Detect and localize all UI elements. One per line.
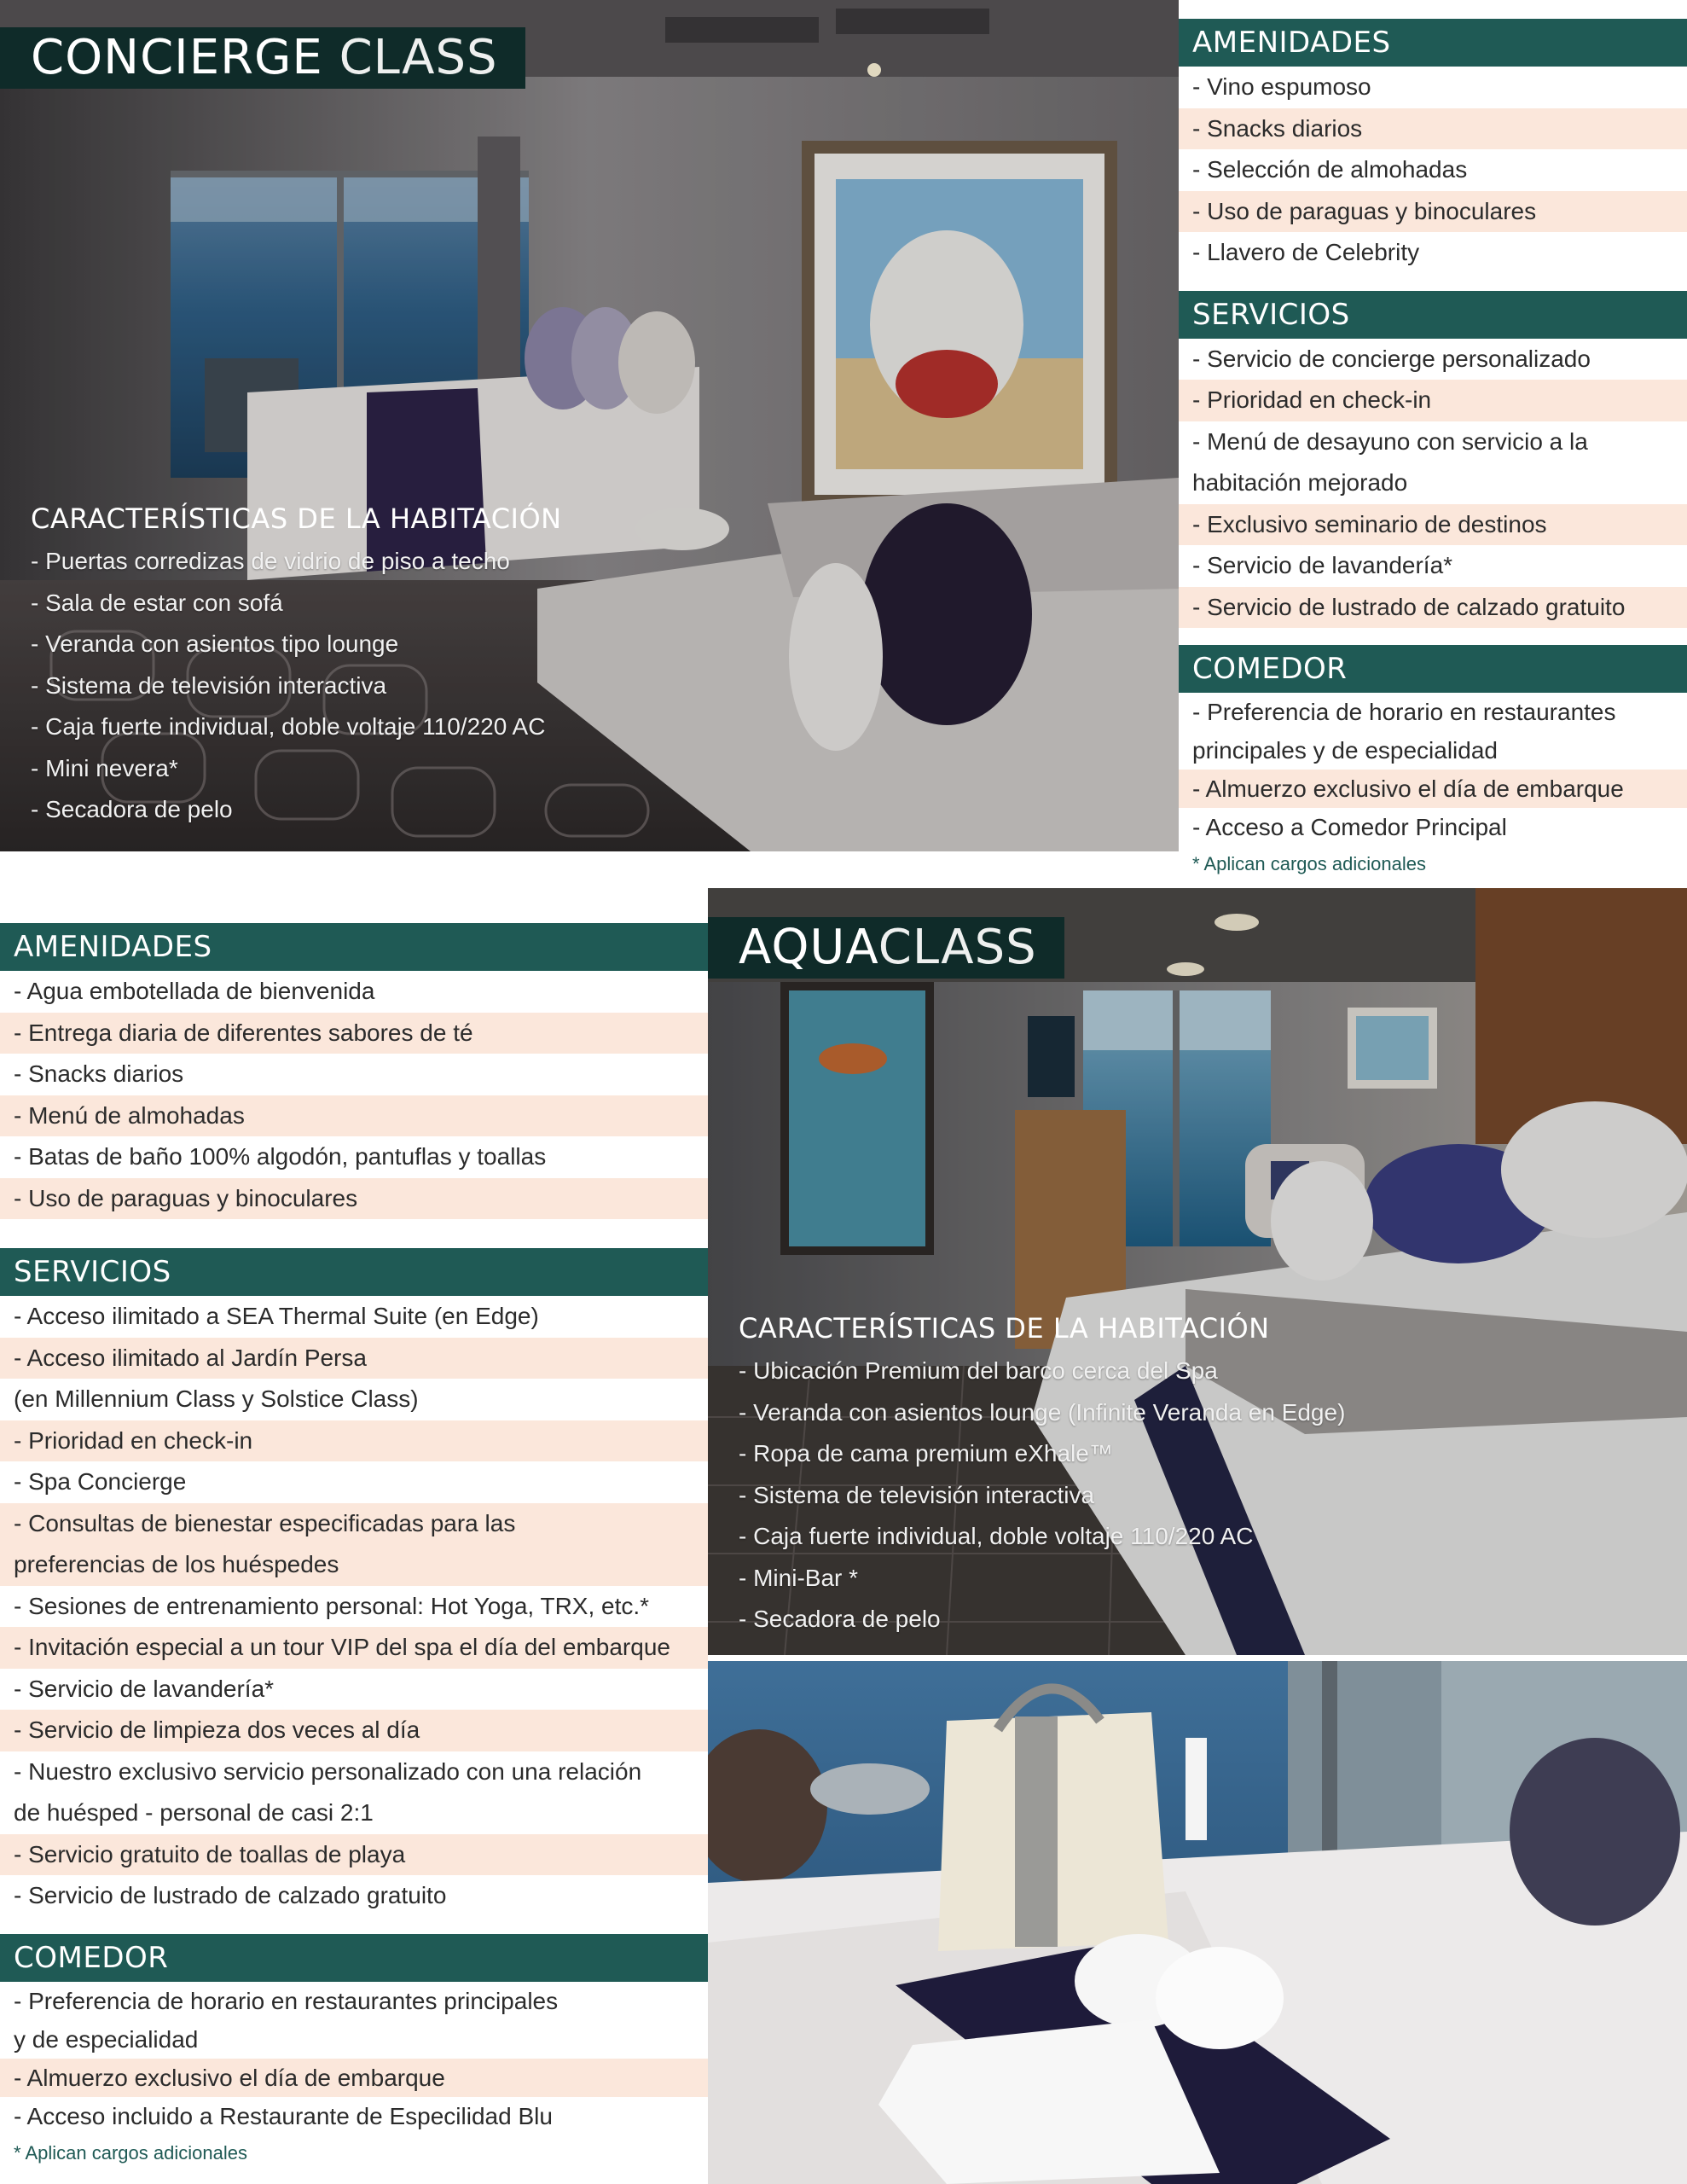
concierge-services-heading: SERVICIOS [1179,291,1687,339]
concierge-room-item: - Caja fuerte individual, doble voltaje 110/220 AC [31,713,546,740]
aqua-title-light: CLASS [878,920,1037,975]
aqua-title-bold: AQUA [739,920,878,975]
aqua-room-item: - Secadora de pelo [739,1606,941,1632]
aqua-amenities-section [0,923,708,1219]
concierge-room-item: - Mini nevera* [31,754,178,781]
aqua-dining-item: - Almuerzo exclusivo el día de embarque [0,2059,708,2097]
concierge-amenities-heading: AMENIDADES [1179,19,1687,67]
aqua-amenity-item: - Menú de almohadas [0,1095,708,1137]
concierge-details-column [1179,19,1687,875]
concierge-amenity-item: - Llavero de Celebrity [1192,239,1420,265]
aqua-service-item: - Nuestro exclusivo servicio personalizado con una relación [14,1757,642,1785]
concierge-dining-item: - Acceso a Comedor Principal [1192,814,1507,840]
concierge-room-heading: CARACTERÍSTICAS DE LA HABITACIÓN [31,502,562,535]
aqua-service-item: - Invitación especial a un tour VIP del spa el día del embarque [0,1627,708,1669]
aqua-room-photo [708,888,1687,1655]
concierge-dining-item: - Almuerzo exclusivo el día de embarque [1179,770,1687,808]
concierge-room-item: - Veranda con asientos tipo lounge [31,630,399,657]
concierge-service-item: habitación mejorado [1192,469,1408,496]
concierge-title-light: CLASS [322,30,498,85]
aqua-service-item: - Acceso ilimitado al Jardín Persa [0,1338,708,1380]
aqua-service-item: de huésped - personal de casi 2:1 [14,1799,374,1826]
concierge-room-item: - Secadora de pelo [31,796,233,822]
concierge-title-bold: CONCIERGE [31,30,323,85]
aqua-services-heading: SERVICIOS [0,1248,708,1296]
aqua-dining-section [0,1934,708,2164]
concierge-service-item: - Servicio de lavandería* [1192,552,1453,578]
concierge-amenity-item: - Snacks diarios [1179,108,1687,150]
concierge-amenity-item: - Selección de almohadas [1192,156,1468,183]
concierge-room-item: - Sala de estar con sofá [31,589,283,616]
aqua-amenity-item: - Entrega diaria de diferentes sabores de té [0,1013,708,1054]
aqua-service-item: - Consultas de bienestar especificadas para las [0,1503,708,1545]
concierge-dining-item: principales y de especialidad [1192,737,1498,764]
aqua-service-item: - Servicio de lustrado de calzado gratuito [14,1882,447,1908]
aqua-room-item: - Caja fuerte individual, doble voltaje 110/220 AC [739,1523,1254,1549]
concierge-footnote: * Aplican cargos adicionales [1192,853,1426,874]
aqua-service-item: - Sesiones de entrenamiento personal: Hot Yoga, TRX, etc.* [14,1592,650,1619]
aqua-room-item: - Ropa de cama premium eXhale™ [739,1440,1113,1467]
concierge-dining-section [1179,645,1687,875]
aqua-room-item: - Mini-Bar * [739,1564,859,1591]
concierge-room-item: - Puertas corredizas de vidrio de piso a techo [31,548,510,574]
aqua-service-item: - Servicio de lavandería* [14,1675,275,1702]
concierge-room-features [31,500,713,831]
concierge-dining-heading: COMEDOR [1179,645,1687,693]
aqua-room-item: - Ubicación Premium del barco cerca del Spa [739,1357,1218,1384]
concierge-service-item: - Servicio de lustrado de calzado gratuito [1179,587,1687,629]
tote-bag-slippers-illustration [708,1661,1687,2184]
concierge-room-item: - Sistema de televisión interactiva [31,671,387,699]
aqua-amenity-item: - Batas de baño 100% algodón, pantuflas y toallas [14,1143,547,1170]
concierge-services-section [1179,291,1687,629]
concierge-service-item: - Exclusivo seminario de destinos [1179,504,1687,546]
concierge-service-item: - Servicio de concierge personalizado [1192,345,1591,372]
concierge-room-photo [0,0,1179,851]
aqua-room-item: - Veranda con asientos lounge (Infinite Veranda en Edge) [739,1398,1346,1426]
aqua-room-item: - Sistema de televisión interactiva [739,1481,1095,1508]
aqua-amenity-item: - Snacks diarios [14,1060,184,1087]
aqua-service-item: - Acceso ilimitado a SEA Thermal Suite (en Edge) [14,1303,539,1329]
aqua-footnote: * Aplican cargos adicionales [14,2141,247,2164]
concierge-amenity-item: - Uso de paraguas y binoculares [1179,191,1687,233]
concierge-service-item: - Menú de desayuno con servicio a la [1192,427,1588,455]
aqua-dining-item: - Preferencia de horario en restaurantes principales [14,1987,559,2014]
aqua-service-item: - Servicio de limpieza dos veces al día [0,1710,708,1751]
aqua-service-item: - Spa Concierge [14,1468,187,1495]
aqua-service-item: (en Millennium Class y Solstice Class) [14,1385,419,1412]
aqua-class-title [708,917,1064,979]
concierge-dining-item: - Preferencia de horario en restaurantes [1192,699,1616,725]
aqua-room-features [739,1310,1660,1641]
aqua-dining-item: - Acceso incluido a Restaurante de Especilidad Blu [14,2102,553,2129]
aqua-service-item: preferencias de los huéspedes [0,1544,708,1586]
aqua-service-item: - Prioridad en check-in [0,1420,708,1462]
aqua-room-heading: CARACTERÍSTICAS DE LA HABITACIÓN [739,1312,1270,1345]
concierge-amenity-item: - Vino espumoso [1192,73,1371,100]
aqua-services-section [0,1248,708,1917]
aqua-amenities-photo [708,1661,1687,2184]
concierge-amenities-section [1179,19,1687,274]
aqua-amenity-item: - Uso de paraguas y binoculares [0,1178,708,1220]
concierge-class-title [0,27,525,89]
aqua-details-column [0,923,708,2164]
aqua-amenities-heading: AMENIDADES [0,923,708,971]
concierge-service-item: - Prioridad en check-in [1179,380,1687,421]
aqua-amenity-item: - Agua embotellada de bienvenida [14,978,375,1004]
aqua-dining-heading: COMEDOR [0,1934,708,1982]
aqua-service-item: - Servicio gratuito de toallas de playa [0,1834,708,1876]
aqua-dining-item: y de especialidad [14,2025,199,2053]
